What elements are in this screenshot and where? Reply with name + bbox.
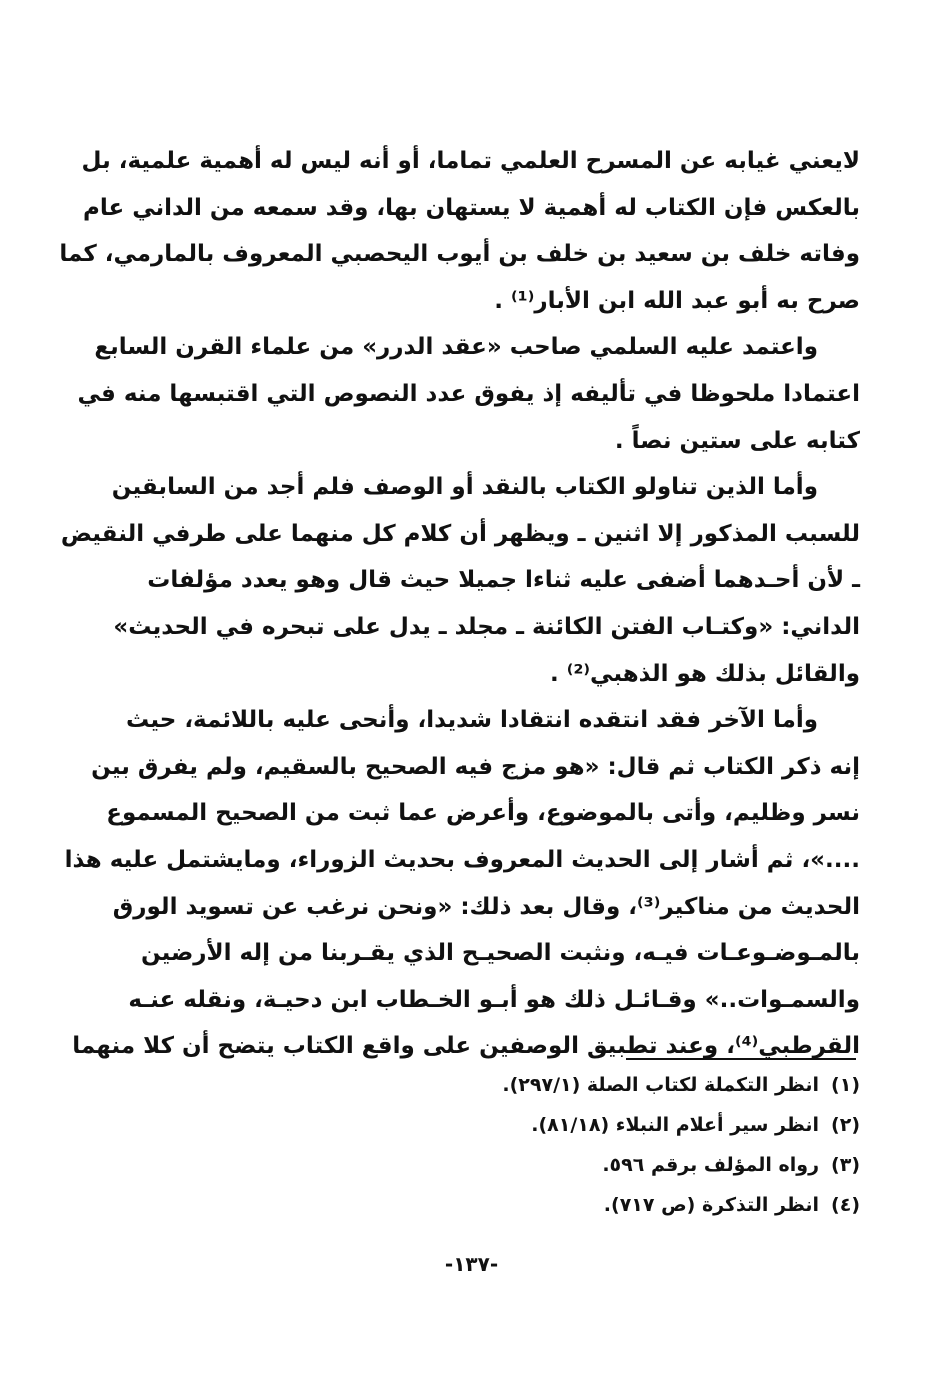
text-line: ....»، ثم أشار إلى الحديث المعروف بحديث الزوراء، ومايشتمل عليه هذا <box>64 846 860 873</box>
text-line: والقائل بذلك هو الذهبي⁽²⁾ . <box>549 660 860 687</box>
footnote-divider <box>626 1058 856 1060</box>
footnote-number: (١) <box>831 1074 860 1096</box>
text-line: لايعني غيابه عن المسرح العلمي تماما، أو أنه ليس له أهمية علمية، بل <box>81 148 860 174</box>
text-line: صرح به أبو عبد الله ابن الأبار⁽¹⁾ . <box>494 287 860 314</box>
footnotes <box>150 1065 860 1225</box>
footnote-number: (٤) <box>831 1194 860 1216</box>
text-line: الداني: «وكتـاب الفتن الكائنة ـ مجلد ـ يدل على تبحره في الحديث» <box>113 613 860 640</box>
text-line: القرطبي⁽⁴⁾، وعند تطبيق الوصفين على واقع الكتاب يتضح أن كلا منهما <box>72 1033 860 1060</box>
body-text <box>59 138 860 1070</box>
text-line: والسمـوات..» وقـائـل ذلك هو أبـو الخـطاب ابن دحيـة، ونقله عنـه <box>128 986 860 1013</box>
text-line: بالعكس فإن الكتاب له أهمية لا يستهان بها، وقد سمعه من الداني عام <box>83 194 860 221</box>
footnote-item <box>150 1065 860 1105</box>
footnote-number: (٢) <box>831 1114 860 1136</box>
footnote-item <box>150 1185 860 1225</box>
text-line: اعتمادا ملحوظا في تأليفه إذ يفوق عدد النصوص التي اقتبسها منه في <box>77 380 860 407</box>
text-line: كتابه على ستين نصاً . <box>614 427 860 454</box>
text-line: وأما الذين تناولو الكتاب بالنقد أو الوصف فلم أجد من السابقين <box>111 474 818 501</box>
text-line: نسر وظليم، وأتى بالموضوع، وأعرض عما ثبت من الصحيح المسموع <box>106 800 860 827</box>
text-line: ـ لأن أحـدهما أضفى عليه ثناءا جميلا حيث قال وهو يعدد مؤلفات <box>147 567 860 594</box>
footnote-text: رواه المؤلف برقم ٥٩٦. <box>602 1154 820 1176</box>
text-line: واعتمد عليه السلمي صاحب «عقد الدرر» من علماء القرن السابع <box>94 334 818 361</box>
text-line: بالمـوضـوعـات فيـه، ونثبت الصحيـح الذي يقـربنا من إله الأرضين <box>140 940 860 967</box>
footnote-text: انظر التذكرة (ص ٧١٧). <box>603 1194 820 1216</box>
text-line: الحديث من مناكير⁽³⁾، وقال بعد ذلك: «ونحن نرغب عن تسويد الورق <box>112 893 860 920</box>
text-line: وأما الآخر فقد انتقده انتقادا شديدا، وأنحى عليه باللائمة، حيث <box>126 707 818 734</box>
text-line: وفاته خلف بن سعيد بن خلف بن أيوب اليحصبي المعروف بالمارمي، كما <box>59 241 860 268</box>
footnote-item <box>150 1145 860 1185</box>
footnote-number: (٣) <box>831 1154 860 1176</box>
footnote-text: انظر سير أعلام النبلاء (٨١/١٨). <box>531 1114 820 1136</box>
page-number: -١٣٧- <box>444 1252 499 1276</box>
footnote-text: انظر التكملة لكتاب الصلة (٢٩٧/١). <box>502 1074 820 1096</box>
text-line: إنه ذكر الكتاب ثم قال: «هو مزج فيه الصحيح بالسقيم، ولم يفرق بين <box>91 753 860 780</box>
footnote-item <box>150 1105 860 1145</box>
text-line: للسبب المذكور إلا اثنين ـ ويظهر أن كلام كل منهما على طرفي النقيض <box>60 520 860 547</box>
